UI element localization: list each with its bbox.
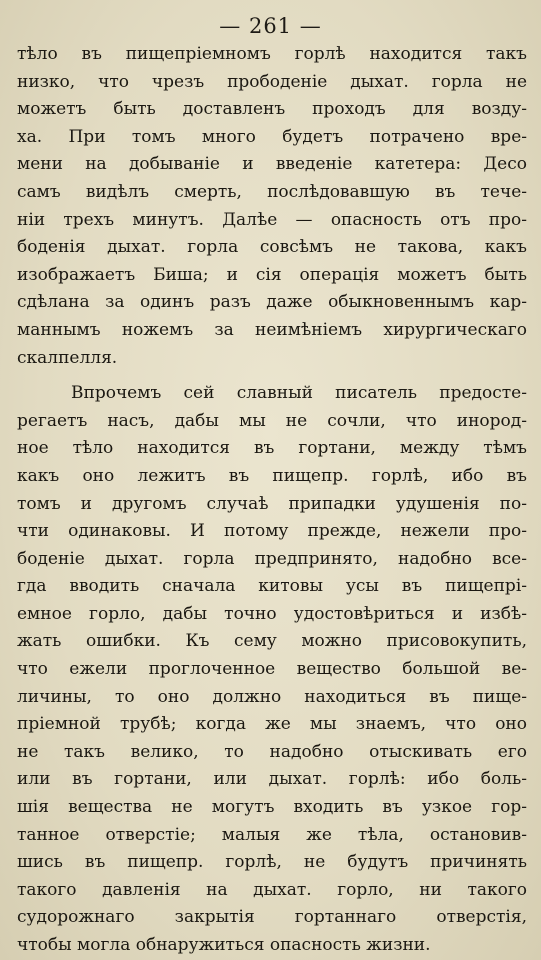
text-line: чтобы могла обнаружиться опасность жизни. xyxy=(17,935,431,955)
text-line: низко, что чрезъ прободеніе дыхат. горла не xyxy=(17,71,527,92)
text-line: судорожнаго закрытія гортаннаго отверстія, xyxy=(17,907,527,928)
text-line: скалпелля. xyxy=(17,347,118,368)
text-line: мени на добываніе и введеніе катетера: Десо xyxy=(17,154,527,175)
text-line: емное горло, дабы точно удостовѣриться и избѣ- xyxy=(17,603,527,624)
text-line: маннымъ ножемъ за неимѣніемъ хирургическаго xyxy=(17,319,527,340)
text-line: или въ гортани, или дыхат. горлѣ: ибо боль- xyxy=(17,769,527,790)
text-line: шись въ пищепр. горлѣ, не будутъ причинять xyxy=(17,852,527,873)
text-line: танное отверстіе; малыя же тѣла, остановив- xyxy=(17,824,527,845)
text-line: сдѣлана за одинъ разъ даже обыкновеннымъ кар- xyxy=(17,292,527,313)
paragraph-2 xyxy=(17,380,527,959)
text-line: тѣло въ пищепріемномъ горлѣ находится такъ xyxy=(17,44,527,64)
text-line: Впрочемъ сей славный писатель предосте- xyxy=(71,383,527,404)
text-line: не такъ велико, то надобно отыскивать его xyxy=(17,741,527,762)
text-line: регаетъ насъ, дабы мы не сочли, что инород- xyxy=(17,410,527,431)
text-line: самъ видѣлъ смерть, послѣдовавшую въ тече- xyxy=(17,181,527,202)
text-line: пріемной трубѣ; когда же мы знаемъ, что оно xyxy=(17,714,527,735)
text-line: чти одинаковы. И потому прежде, нежели про- xyxy=(17,521,527,542)
text-line: гда вводить сначала китовы усы въ пищепрі- xyxy=(17,576,527,597)
text-line: томъ и другомъ случаѣ припадки удушенія по- xyxy=(17,493,527,514)
text-line: какъ оно лежитъ въ пищепр. горлѣ, ибо въ xyxy=(17,465,527,486)
text-line: что ежели проглоченное вещество большой ве- xyxy=(17,659,527,680)
text-line: личины, то оно должно находиться въ пище- xyxy=(17,686,527,707)
text-line: ніи трехъ минутъ. Далѣе — опасность отъ про- xyxy=(17,209,527,230)
page-number: — 261 — xyxy=(219,14,322,38)
text-line: можетъ быть доставленъ проходъ для возду- xyxy=(17,99,527,120)
text-line: боденія дыхат. горла совсѣмъ не такова, какъ xyxy=(17,237,527,258)
body-text xyxy=(17,41,527,960)
paragraph-gap xyxy=(17,372,527,380)
text-line: ха. При томъ много будетъ потрачено вре- xyxy=(17,126,527,147)
paragraph-1 xyxy=(17,41,527,372)
text-line: боденіе дыхат. горла предпринято, надобно все- xyxy=(17,548,527,569)
text-line: изображаетъ Биша; и сія операція можетъ быть xyxy=(17,264,527,285)
text-line: такого давленія на дыхат. горло, ни такого xyxy=(17,879,527,900)
text-line: ное тѣло находится въ гортани, между тѣмъ xyxy=(17,438,527,459)
text-line: шія вещества не могутъ входить въ узкое гор- xyxy=(17,797,527,818)
text-line: жать ошибки. Къ сему можно присовокупить, xyxy=(17,631,527,652)
